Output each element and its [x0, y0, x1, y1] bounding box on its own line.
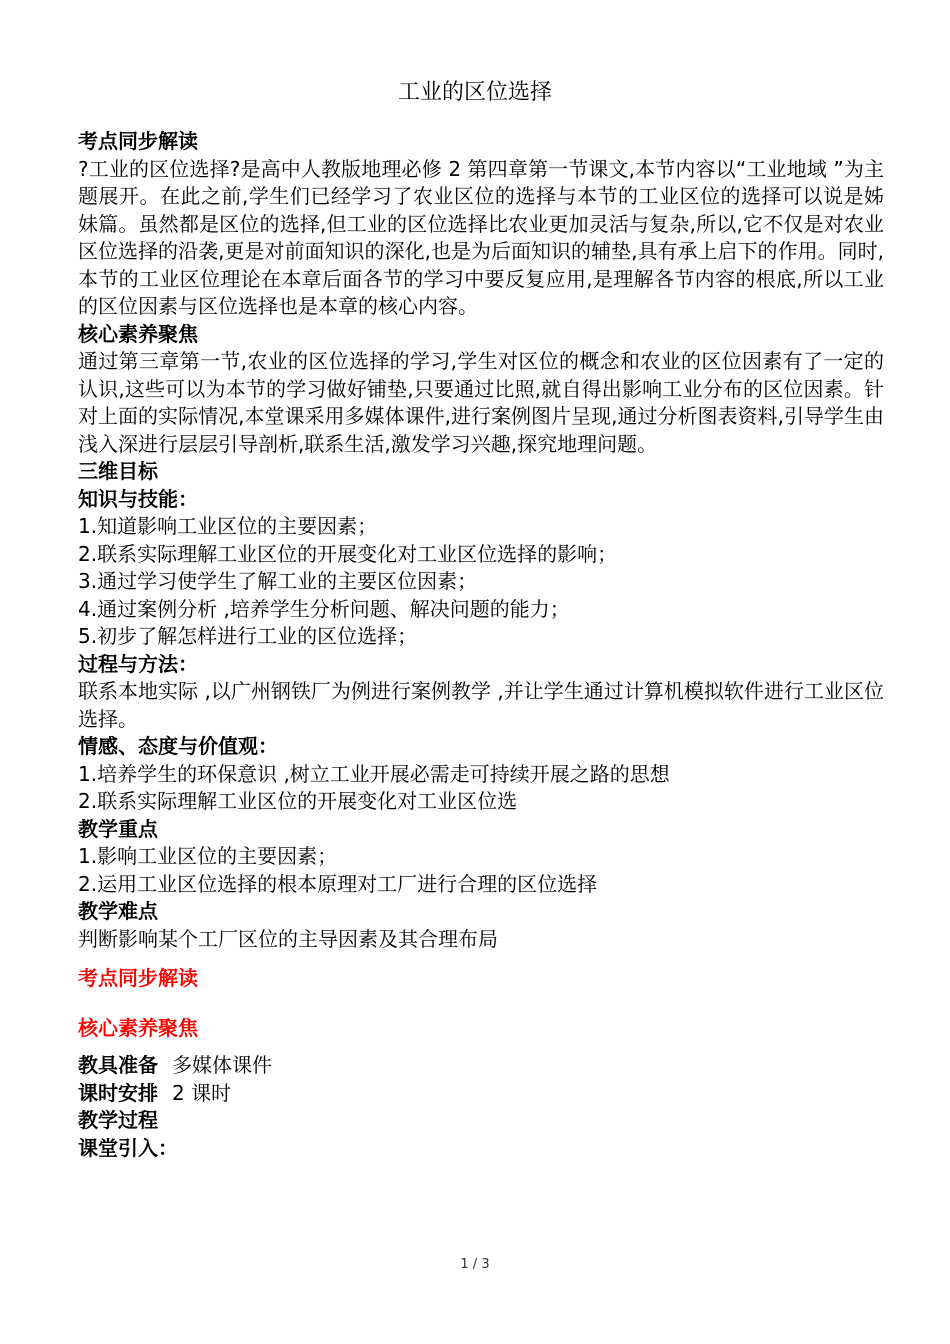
- red-heading-core-literacy: 核心素养聚焦: [78, 1015, 198, 1040]
- section-heading-teaching-focus: 教学重点: [78, 816, 158, 841]
- teaching-process-label: 教学过程: [78, 1108, 158, 1132]
- teaching-tools-label: 教具准备: [78, 1053, 158, 1077]
- teaching-difficulty-text: 判断影响某个工厂区位的主导因素及其合理布局: [78, 926, 498, 951]
- list-item: 5.初步了解怎样进行工业的区位选择；: [78, 624, 418, 648]
- core-literacy-paragraph: 通过第三章第一节,农业的区位选择的学习,学生对区位的概念和农业的区位因素有了一定的认识,这些可以为本节的学习做好铺垫,只要通过比照,就自得出影响工业分布的区位因素。针对上面的实际情况,本堂课采用多媒体课件,进行案例图片呈现,通过分析图表资料,引导学生由浅入深进行层层引导剖析,联系生活,激发学习兴趣,探究地理问题。: [78, 349, 884, 456]
- list-item: 2.运用工业区位选择的根本原理对工厂进行合理的区位选择: [78, 871, 598, 896]
- list-item: 1.知道影响工业区位的主要因素；: [78, 514, 378, 538]
- section-heading-core-literacy: 核心素养聚焦: [78, 321, 198, 346]
- subheading-emotion-values: 情感、态度与价值观：: [78, 734, 278, 758]
- process-methods-paragraph: 联系本地实际 ,以广州钢铁厂为例进行案例教学 ,并让学生通过计算机模拟软件进行工业区位选择。: [78, 679, 884, 731]
- subheading-knowledge-skills: 知识与技能：: [78, 486, 198, 511]
- list-item: 3.通过学习使学生了解工业的主要区位因素；: [78, 569, 478, 593]
- list-item: 1.培养学生的环保意识 ,树立工业开展必需走可持续开展之路的思想: [78, 761, 670, 786]
- teaching-tools-value: 多媒体课件: [172, 1053, 272, 1077]
- list-item: 2.联系实际理解工业区位的开展变化对工业区位选: [78, 789, 518, 813]
- list-item: 1.影响工业区位的主要因素；: [78, 844, 338, 868]
- list-item: 4.通过案例分析 ,培养学生分析问题、解决问题的能力；: [78, 596, 570, 621]
- section-heading-exam-points: 考点同步解读: [78, 129, 198, 153]
- list-item: 2.联系实际理解工业区位的开展变化对工业区位选择的影响；: [78, 541, 618, 566]
- section-heading-three-goals: 三维目标: [78, 459, 158, 483]
- class-intro-line: [68, 1135, 884, 1163]
- teaching-process-line: [68, 1107, 884, 1135]
- class-hours-line: [68, 1080, 884, 1108]
- class-hours-value: 2 课时: [172, 1080, 232, 1105]
- class-intro-label: 课堂引入：: [78, 1135, 178, 1160]
- document-body: [68, 128, 884, 1162]
- exam-points-paragraph: ?工业的区位选择?是高中人教版地理必修 2 第四章第一节课文,本节内容以“工业地域 ”为主题展开。在此之前,学生们已经学习了农业区位的选择与本节的工业区位的选择可以说是姊妹篇。虽然都是区位的选择,但工业的区位选择比农业更加灵活与复杂,所以,它不仅是对农业区位选择的沿袭,更是对前面知识的深化,也是为后面知识的辅垫,具有承上启下的作用。同时,本节的工业区位理论在本章后面各节的学习中要反复应用,是理解各节内容的根底,所以工业的区位因素与区位选择也是本章的核心内容。: [78, 156, 884, 318]
- subheading-process-methods: 过程与方法：: [78, 651, 198, 676]
- red-heading-exam-points: 考点同步解读: [78, 966, 198, 990]
- page-title: 工业的区位选择: [397, 80, 552, 105]
- page-indicator: 1 / 3: [460, 1257, 490, 1272]
- class-hours-label: 课时安排: [78, 1080, 158, 1105]
- teaching-tools-line: [68, 1052, 884, 1080]
- section-heading-teaching-difficulty: 教学难点: [78, 899, 158, 923]
